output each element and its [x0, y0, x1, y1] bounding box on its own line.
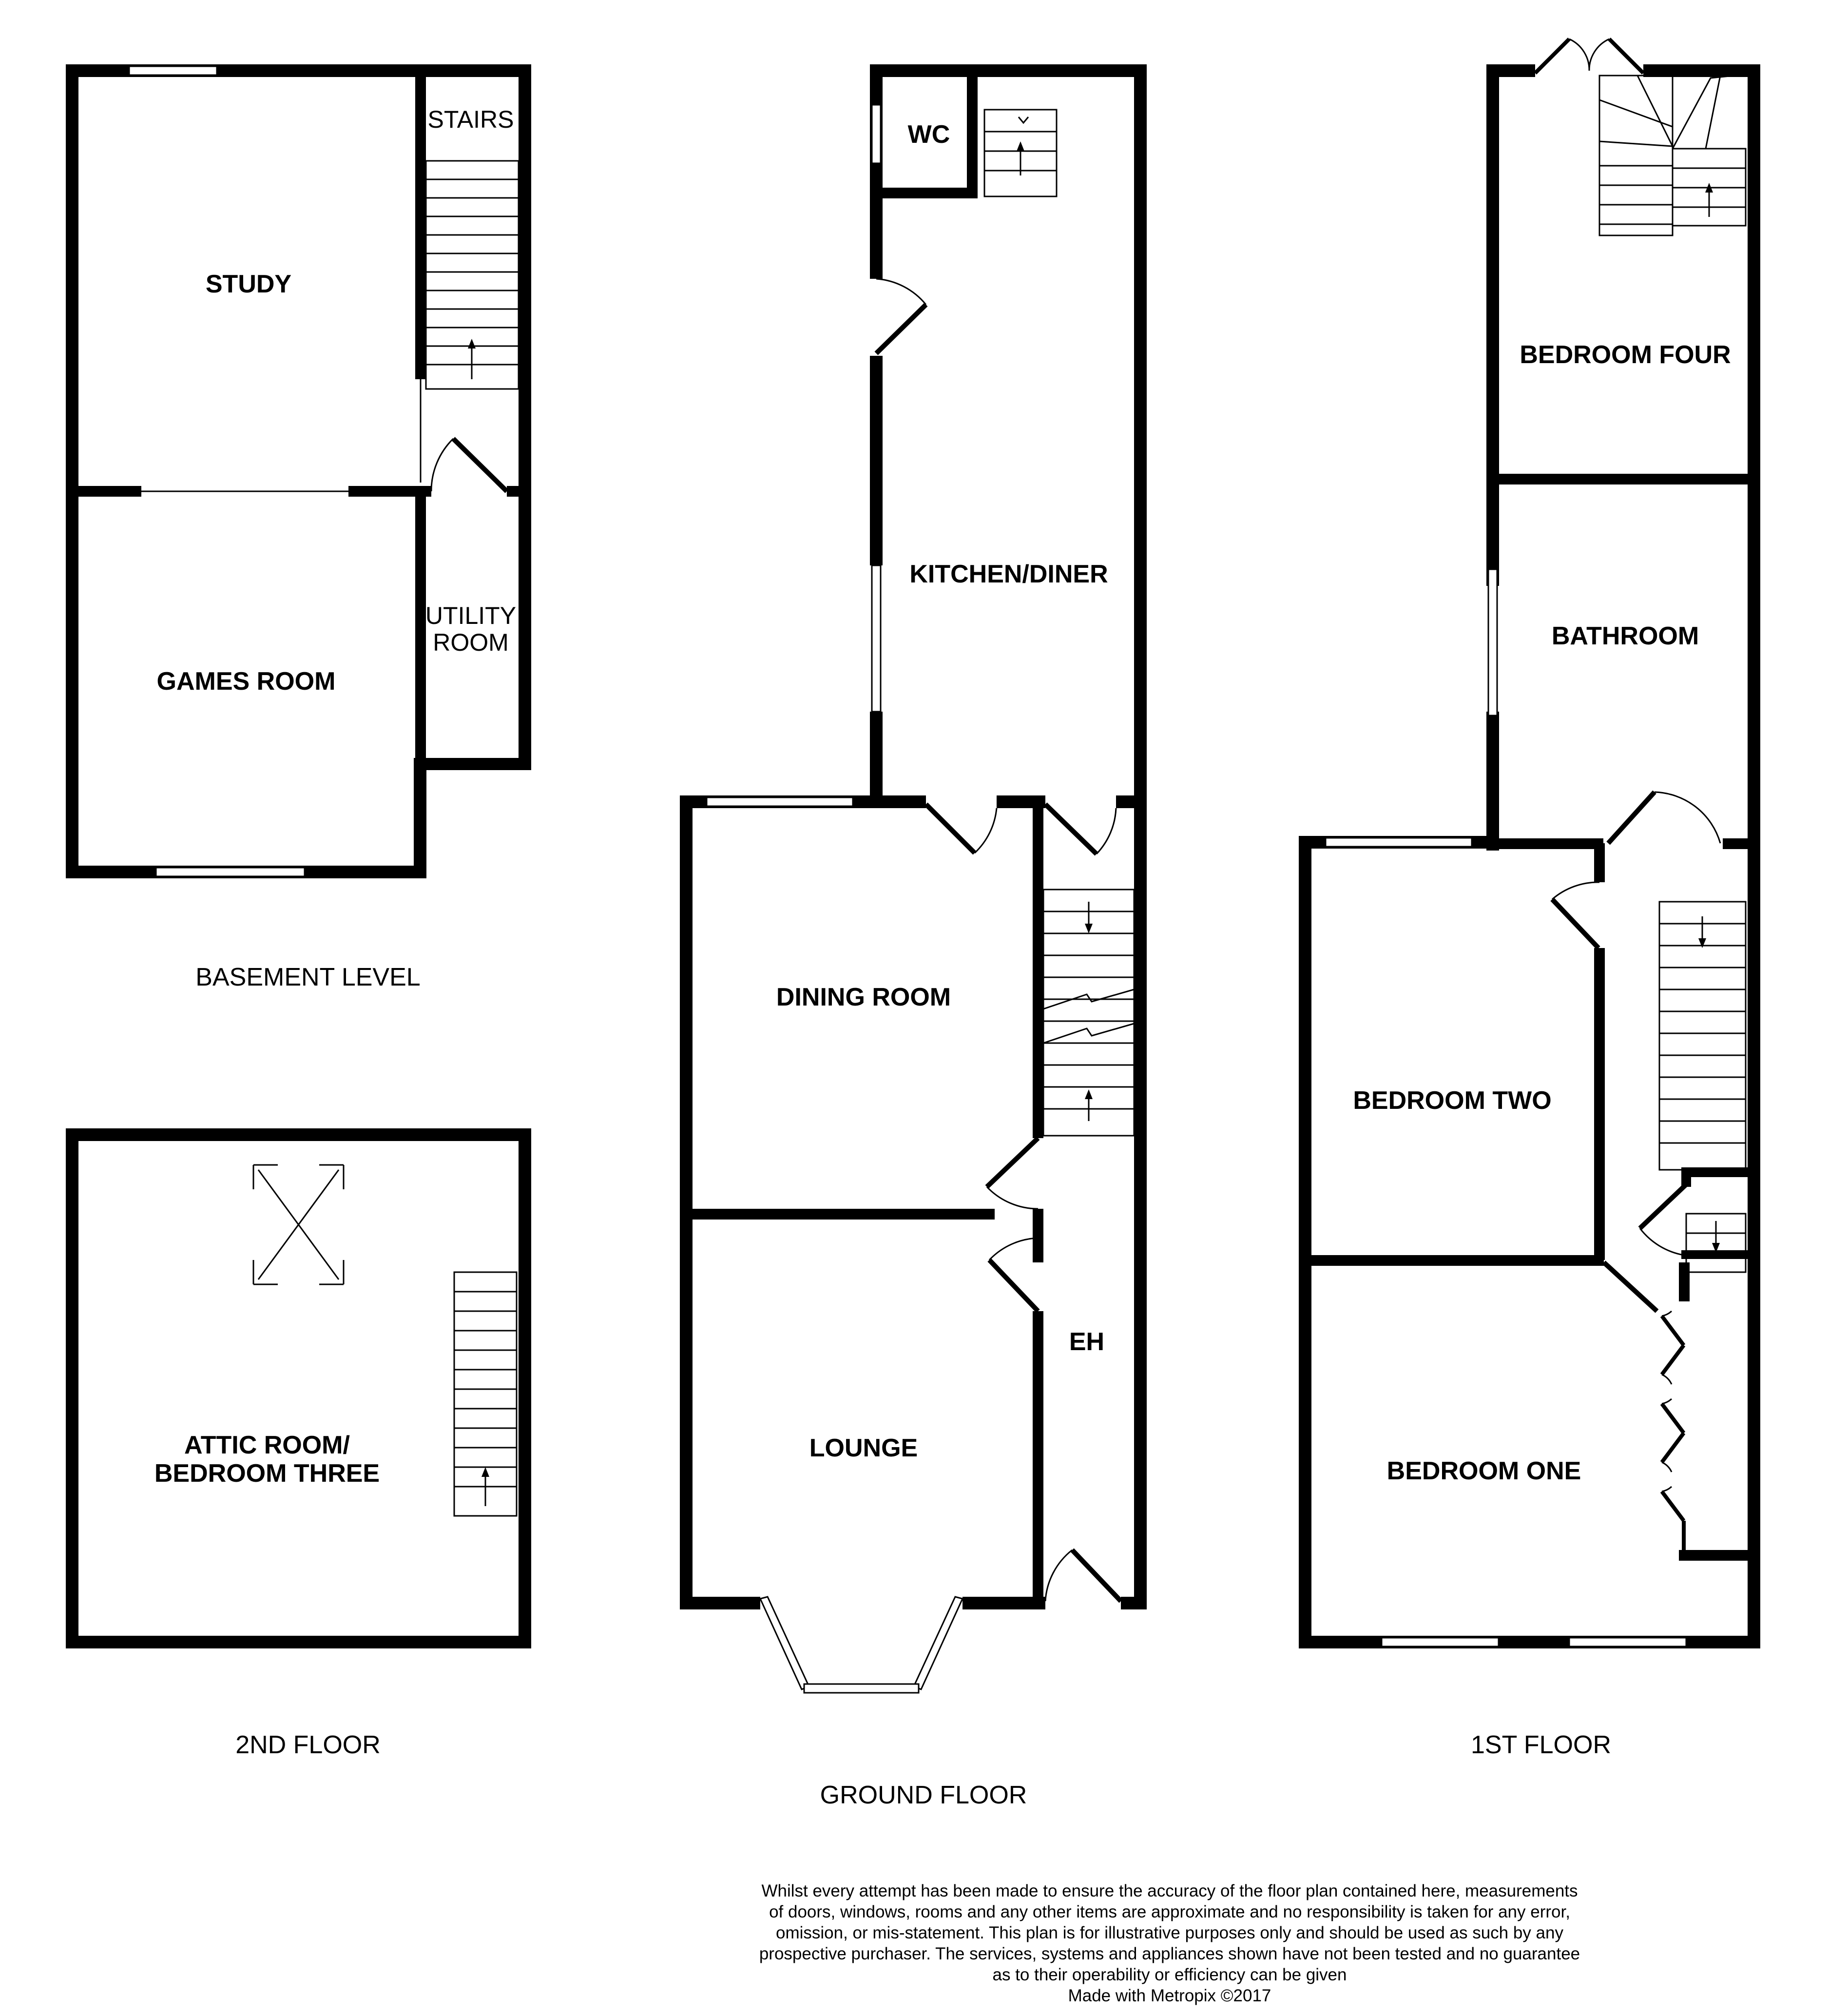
ground-floor-plan: [680, 64, 1147, 1809]
bedroom-four-label: BEDROOM FOUR: [1520, 341, 1731, 369]
bedroom-two-window: [1326, 838, 1472, 847]
attic-label-2: BEDROOM THREE: [154, 1459, 380, 1488]
lounge-label: LOUNGE: [809, 1434, 918, 1462]
utility-door: [431, 439, 507, 491]
wc-label: WC: [907, 120, 950, 149]
kitchen-window: [872, 565, 881, 712]
kitchen-side-door: [876, 279, 926, 353]
dining-window: [707, 797, 853, 806]
bedroom-one-label: BEDROOM ONE: [1386, 1457, 1581, 1485]
skylight-icon: [253, 1165, 344, 1284]
basement-plan: [66, 64, 531, 991]
entrance-hall-label: EH: [1069, 1328, 1105, 1356]
wc-window: [872, 105, 881, 163]
study-window: [129, 66, 217, 75]
bathroom-window: [1488, 569, 1497, 716]
second-floor-plan: [66, 1128, 531, 1759]
bathroom-label: BATHROOM: [1551, 622, 1699, 650]
bedroom-one-window-1: [1382, 1638, 1499, 1646]
front-door: [1045, 1550, 1121, 1601]
wardrobe: [1662, 1262, 1748, 1561]
metropix-credit: Made with Metropix ©2017: [1068, 1986, 1271, 2005]
bedroom-two-label: BEDROOM TWO: [1353, 1086, 1552, 1115]
hall-stairs: [1043, 890, 1134, 1136]
second-floor-title: 2ND FLOOR: [235, 1731, 381, 1759]
utility-label-1: UTILITY: [425, 602, 517, 629]
disclaimer-line: as to their operability or efficiency can be given: [992, 1965, 1347, 1984]
disclaimer-line: of doors, windows, rooms and any other items are approximate and no responsibility is taken for any error,: [769, 1902, 1570, 1921]
disclaimer-line: omission, or mis-statement. This plan is for illustrative purposes only and should be used as such by any: [776, 1923, 1563, 1942]
first-floor-winding-stairs: [1599, 76, 1746, 235]
basement-level-title: BASEMENT LEVEL: [195, 963, 421, 991]
kitchen-hall-door: [1045, 804, 1116, 854]
utility-label-2: ROOM: [433, 629, 509, 656]
dining-door: [926, 804, 997, 853]
ground-floor-title: GROUND FLOOR: [820, 1781, 1027, 1809]
bedroom-two-door: [1552, 882, 1599, 948]
games-window: [156, 868, 305, 876]
kitchen-diner-label: KITCHEN/DINER: [909, 560, 1108, 588]
bay-window: [760, 1597, 962, 1693]
bathroom-door: [1608, 792, 1720, 843]
study-label: STUDY: [205, 270, 292, 298]
first-floor-title: 1ST FLOOR: [1470, 1731, 1612, 1759]
rear-french-doors: [1535, 39, 1643, 73]
first-floor-plan: [1299, 39, 1760, 1759]
attic-stairs: [454, 1272, 517, 1516]
hall-dining-door: [987, 1138, 1038, 1209]
attic-label-1: ATTIC ROOM/: [184, 1431, 350, 1459]
landing-stairs: [1659, 902, 1746, 1170]
store-door: [1640, 1184, 1686, 1255]
disclaimer-line: Whilst every attempt has been made to ensure the accuracy of the floor plan contained here, measurements: [761, 1881, 1578, 1900]
bedroom-one-window-2: [1569, 1638, 1686, 1646]
kitchen-stairs: [984, 110, 1057, 196]
games-room-label: GAMES ROOM: [156, 667, 336, 696]
basement-stairs: [426, 161, 519, 389]
disclaimer-line: prospective purchaser. The services, systems and appliances shown have not been tested and no guarantee: [759, 1944, 1580, 1963]
lounge-door: [989, 1238, 1038, 1311]
stairs-label: STAIRS: [427, 106, 514, 133]
dining-room-label: DINING ROOM: [776, 983, 951, 1011]
small-stairs: [1681, 1214, 1748, 1272]
disclaimer: [707, 1880, 1633, 2006]
